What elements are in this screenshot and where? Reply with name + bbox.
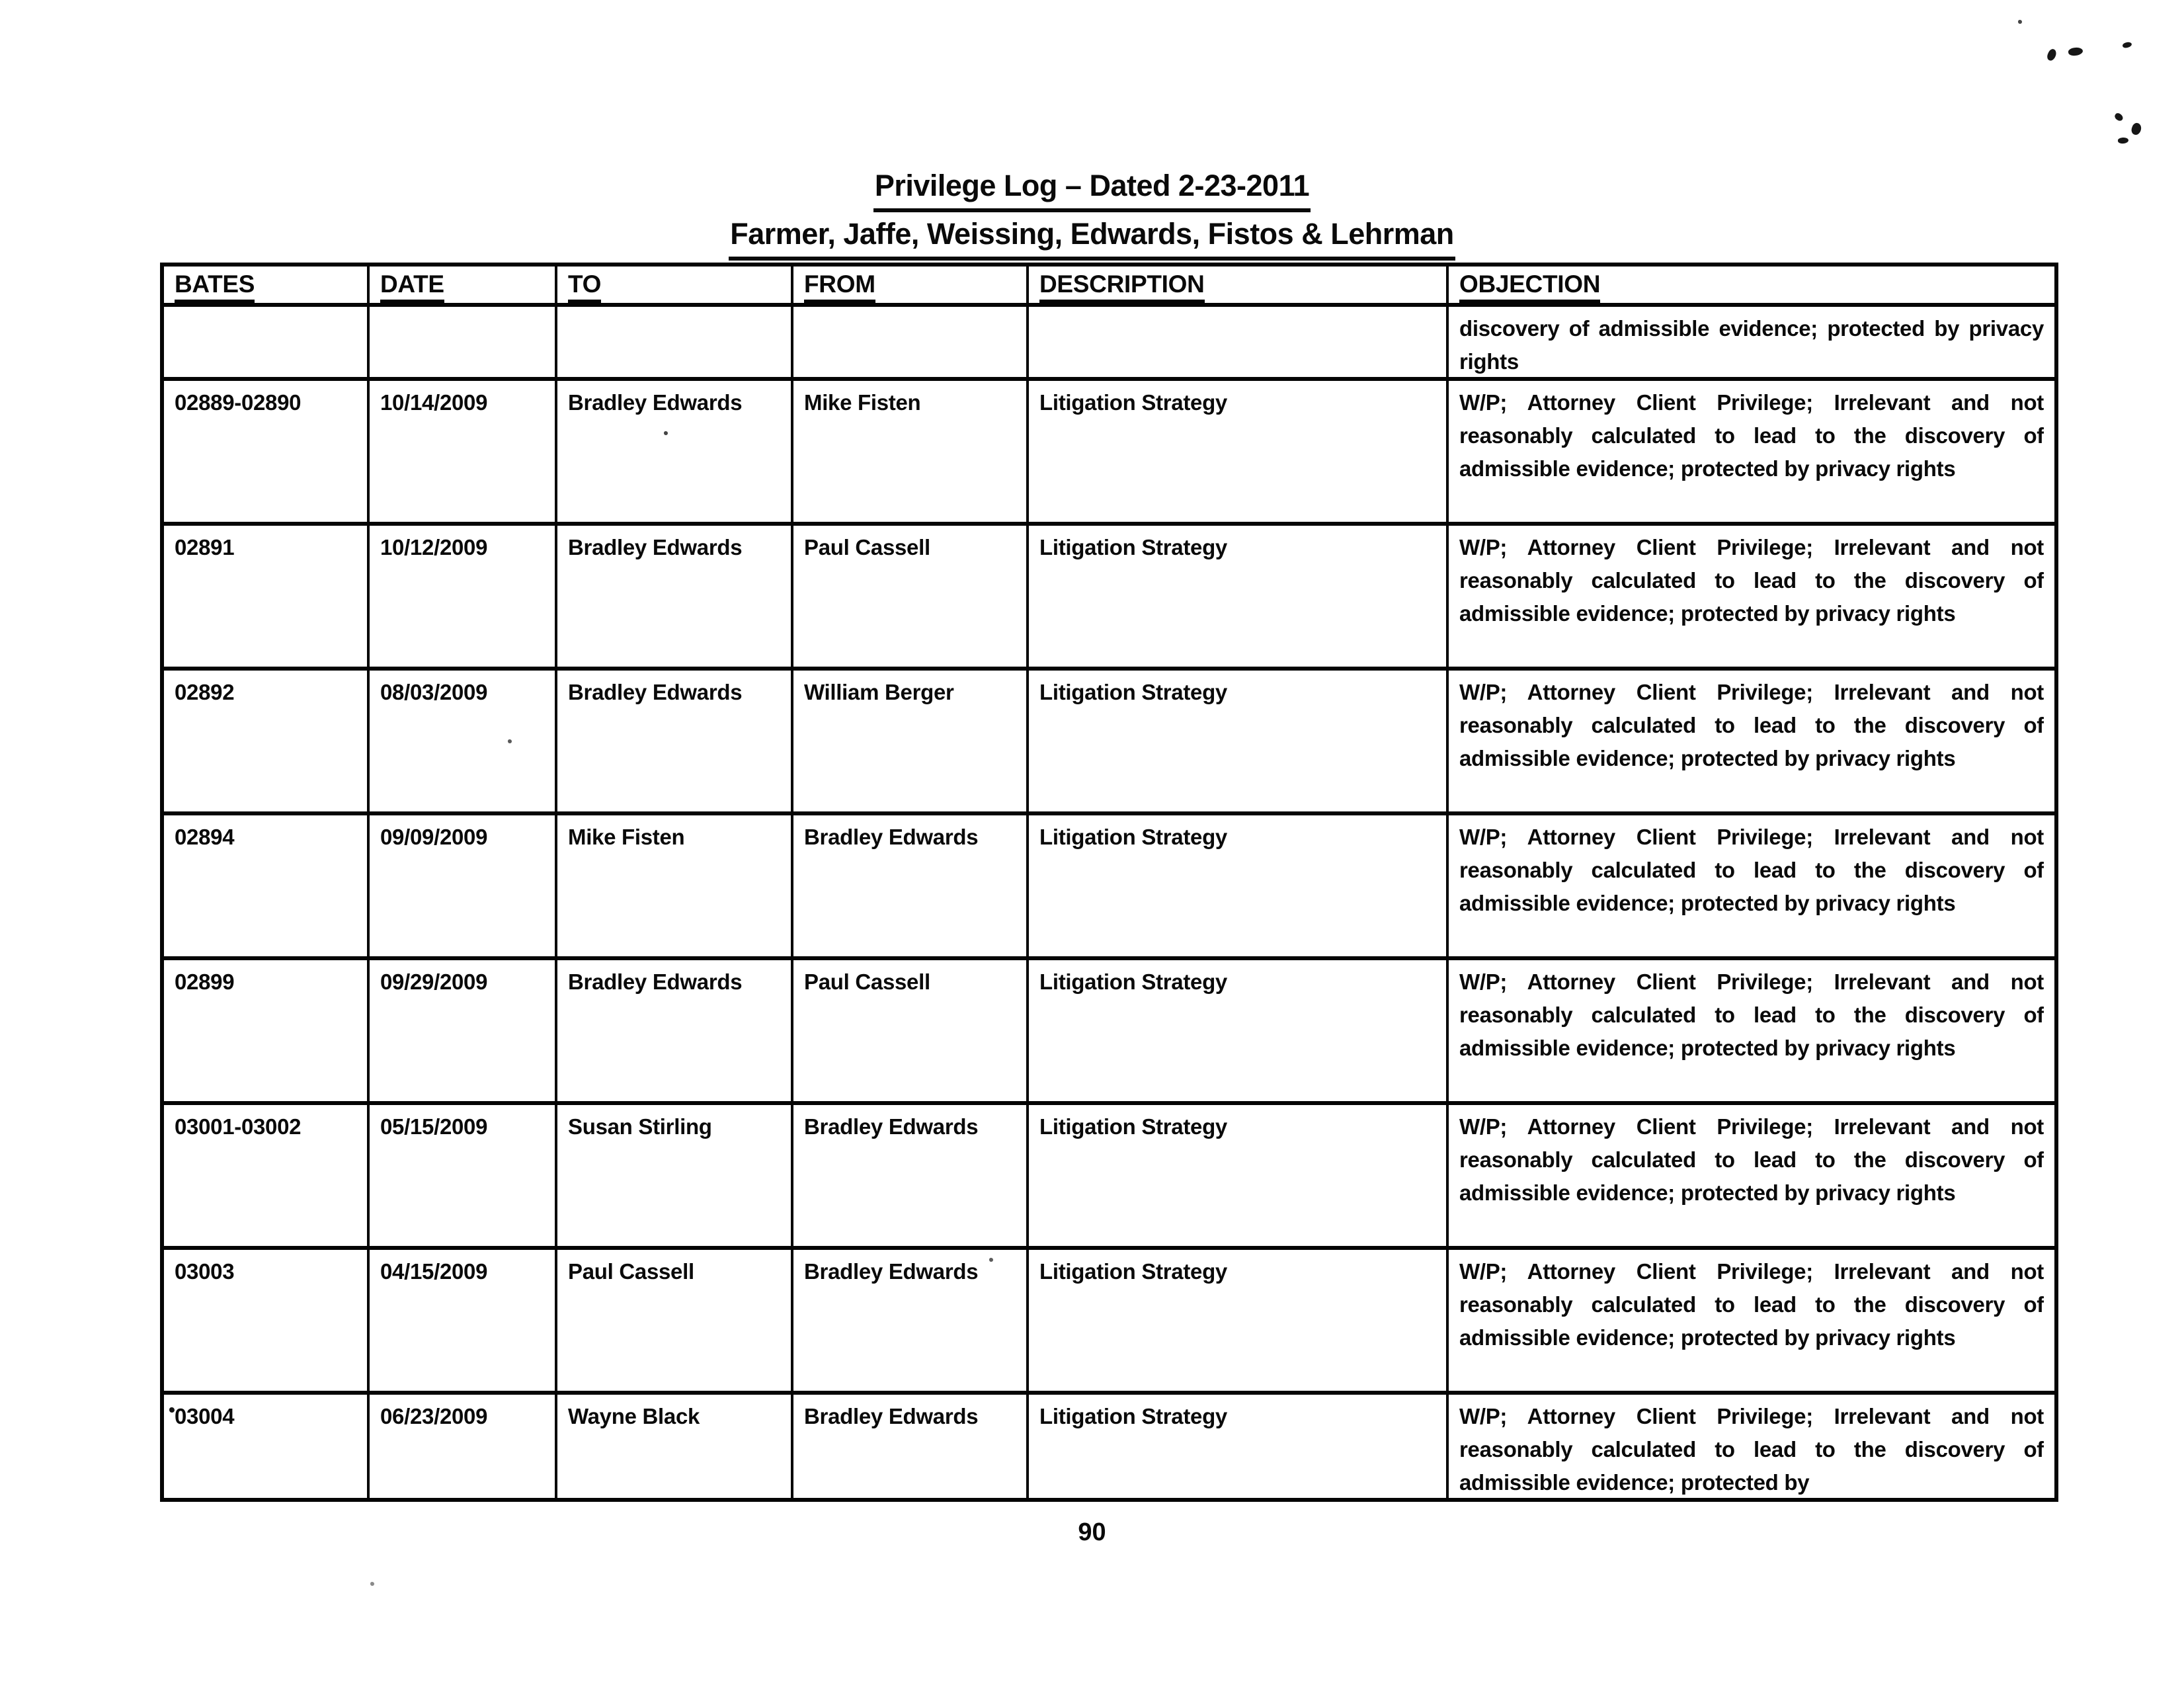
cell-text: Mike Fisten: [568, 825, 685, 849]
cell-objection: [1447, 1103, 2056, 1248]
cell-from: [792, 813, 1028, 958]
cell-from: [792, 1393, 1028, 1500]
table-row: [162, 1393, 2056, 1500]
cell-date: [368, 669, 556, 813]
cell-text: 03004: [175, 1404, 235, 1428]
cell-to: [556, 305, 792, 379]
cell-date: [368, 958, 556, 1103]
cell-text: Bradley Edwards: [568, 969, 743, 994]
scan-speck: [2130, 122, 2142, 136]
cell-text: Litigation Strategy: [1039, 969, 1227, 994]
cell-to: [556, 379, 792, 524]
cell-text: Litigation Strategy: [1039, 825, 1227, 849]
column-header-label: BATES: [175, 270, 255, 303]
cell-description: [1028, 524, 1447, 669]
cell-date: [368, 1103, 556, 1248]
cell-text: Bradley Edwards: [804, 1259, 979, 1284]
cell-bates: [162, 958, 368, 1103]
cell-objection: [1447, 1248, 2056, 1393]
column-header-to: [556, 265, 792, 305]
cell-objection: [1447, 669, 2056, 813]
title-block: [0, 167, 2184, 261]
cell-text: Litigation Strategy: [1039, 680, 1227, 704]
cell-text: Litigation Strategy: [1039, 535, 1227, 559]
cell-date: [368, 813, 556, 958]
cell-text: [380, 312, 544, 377]
cell-text: Litigation Strategy: [1039, 1259, 1227, 1284]
cell-text: Paul Cassell: [568, 1259, 694, 1284]
cell-text: Paul Cassell: [804, 969, 930, 994]
column-header-from: [792, 265, 1028, 305]
cell-bates: [162, 1248, 368, 1393]
cell-text: [804, 312, 1016, 377]
cell-text: 02894: [175, 825, 235, 849]
cell-text: Paul Cassell: [804, 535, 930, 559]
scan-speck: [2068, 47, 2083, 57]
cell-to: [556, 524, 792, 669]
cell-to: [556, 1393, 792, 1500]
column-header-label: FROM: [804, 270, 875, 303]
cell-text: Bradley Edwards: [804, 1404, 979, 1428]
cell-text: Bradley Edwards: [804, 1114, 979, 1139]
cell-text: Susan Stirling: [568, 1114, 712, 1139]
column-header-description: [1028, 265, 1447, 305]
page-number: 90: [1078, 1518, 1106, 1546]
column-header-label: DATE: [380, 270, 444, 303]
cell-bates: [162, 379, 368, 524]
table-row: [162, 305, 2056, 379]
cell-description: [1028, 305, 1447, 379]
cell-objection: [1447, 958, 2056, 1103]
cell-text: W/P; Attorney Client Privilege; Irrelevant and not reasonably calculated to lead to the discovery of admissible evidence; protected by privacy rights: [1459, 535, 2044, 626]
cell-date: [368, 379, 556, 524]
cell-objection: [1447, 1393, 2056, 1500]
table-row: [162, 379, 2056, 524]
cell-description: [1028, 813, 1447, 958]
cell-bates: [162, 524, 368, 669]
cell-description: [1028, 1393, 1447, 1500]
cell-date: [368, 524, 556, 669]
cell-text: 02889-02890: [175, 390, 302, 415]
cell-text: Bradley Edwards: [568, 680, 743, 704]
cell-description: [1028, 379, 1447, 524]
cell-to: [556, 1248, 792, 1393]
cell-bates: [162, 669, 368, 813]
cell-text: W/P; Attorney Client Privilege; Irrelevant and not reasonably calculated to lead to the discovery of admissible evidence; protected by privacy rights: [1459, 1259, 2044, 1350]
cell-bates: [162, 813, 368, 958]
column-header-label: DESCRIPTION: [1039, 270, 1205, 303]
cell-to: [556, 1103, 792, 1248]
cell-text: 09/09/2009: [380, 825, 488, 849]
cell-from: [792, 305, 1028, 379]
cell-text: W/P; Attorney Client Privilege; Irrelevant and not reasonably calculated to lead to the discovery of admissible evidence; protected by privacy rights: [1459, 1114, 2044, 1205]
cell-objection: [1447, 813, 2056, 958]
cell-text: W/P; Attorney Client Privilege; Irrelevant and not reasonably calculated to lead to the discovery of admissible evidence; protected by privacy rights: [1459, 680, 2044, 770]
cell-text: 10/12/2009: [380, 535, 488, 559]
cell-text: Bradley Edwards: [804, 825, 979, 849]
scan-speck: [2118, 137, 2129, 144]
cell-bates: [162, 305, 368, 379]
cell-text: Mike Fisten: [804, 390, 921, 415]
cell-text: 03003: [175, 1259, 235, 1284]
cell-objection: [1447, 305, 2056, 379]
cell-bates: [162, 1393, 368, 1500]
cell-description: [1028, 1103, 1447, 1248]
cell-text: 02892: [175, 680, 235, 704]
cell-text: 05/15/2009: [380, 1114, 488, 1139]
cell-text: Bradley Edwards: [568, 535, 743, 559]
cell-text: 03001-03002: [175, 1114, 302, 1139]
cell-text: William Berger: [804, 680, 954, 704]
cell-text: Bradley Edwards: [568, 390, 743, 415]
cell-text: 06/23/2009: [380, 1404, 488, 1428]
table-row: [162, 813, 2056, 958]
cell-objection: [1447, 524, 2056, 669]
cell-text: 02899: [175, 969, 235, 994]
table-row: [162, 669, 2056, 813]
cell-to: [556, 669, 792, 813]
cell-to: [556, 813, 792, 958]
cell-text: W/P; Attorney Client Privilege; Irrelevant and not reasonably calculated to lead to the discovery of admissible evidence; protected by privacy rights: [1459, 969, 2044, 1060]
scan-speck: [2122, 41, 2132, 48]
cell-text: 02891: [175, 535, 235, 559]
cell-text: Wayne Black: [568, 1404, 700, 1428]
cell-text: 04/15/2009: [380, 1259, 488, 1284]
table-row: [162, 958, 2056, 1103]
scan-speck: [370, 1582, 374, 1586]
cell-text: W/P; Attorney Client Privilege; Irrelevant and not reasonably calculated to lead to the discovery of admissible evidence; protected by privacy rights: [1459, 390, 2044, 481]
cell-text: Litigation Strategy: [1039, 1114, 1227, 1139]
cell-bates: [162, 1103, 368, 1248]
cell-text: 09/29/2009: [380, 969, 488, 994]
document-title: Privilege Log – Dated 2-23-2011: [873, 167, 1311, 212]
cell-text: W/P; Attorney Client Privilege; Irrelevant and not reasonably calculated to lead to the discovery of admissible evidence; protected by: [1459, 1404, 2044, 1495]
scan-speck: [2018, 20, 2022, 24]
document-subtitle: Farmer, Jaffe, Weissing, Edwards, Fistos & Lehrman: [729, 215, 1455, 261]
cell-text: 10/14/2009: [380, 390, 488, 415]
cell-from: [792, 524, 1028, 669]
cell-from: [792, 669, 1028, 813]
cell-objection: [1447, 379, 2056, 524]
scan-speck: [2046, 48, 2058, 62]
scan-speck: [2113, 112, 2124, 122]
cell-from: [792, 379, 1028, 524]
column-header-date: [368, 265, 556, 305]
cell-to: [556, 958, 792, 1103]
column-header-label: OBJECTION: [1459, 270, 1600, 303]
cell-description: [1028, 958, 1447, 1103]
cell-text: [175, 312, 356, 377]
cell-description: [1028, 1248, 1447, 1393]
cell-from: [792, 1248, 1028, 1393]
column-header-bates: [162, 265, 368, 305]
cell-text: Litigation Strategy: [1039, 1404, 1227, 1428]
table-row: [162, 1248, 2056, 1393]
cell-text: [1039, 312, 1436, 377]
cell-text: W/P; Attorney Client Privilege; Irrelevant and not reasonably calculated to lead to the discovery of admissible evidence; protected by privacy rights: [1459, 825, 2044, 915]
cell-text: 08/03/2009: [380, 680, 488, 704]
privilege-log-table: [160, 263, 2058, 1502]
cell-from: [792, 958, 1028, 1103]
table-header-row: [162, 265, 2056, 305]
cell-text: Litigation Strategy: [1039, 390, 1227, 415]
column-header-label: TO: [568, 270, 601, 303]
table-row: [162, 1103, 2056, 1248]
table-row: [162, 524, 2056, 669]
cell-date: [368, 1248, 556, 1393]
cell-date: [368, 305, 556, 379]
cell-text: discovery of admissible evidence; protected by privacy rights: [1459, 316, 2044, 374]
cell-from: [792, 1103, 1028, 1248]
cell-text: [568, 312, 780, 377]
cell-description: [1028, 669, 1447, 813]
column-header-objection: [1447, 265, 2056, 305]
cell-date: [368, 1393, 556, 1500]
